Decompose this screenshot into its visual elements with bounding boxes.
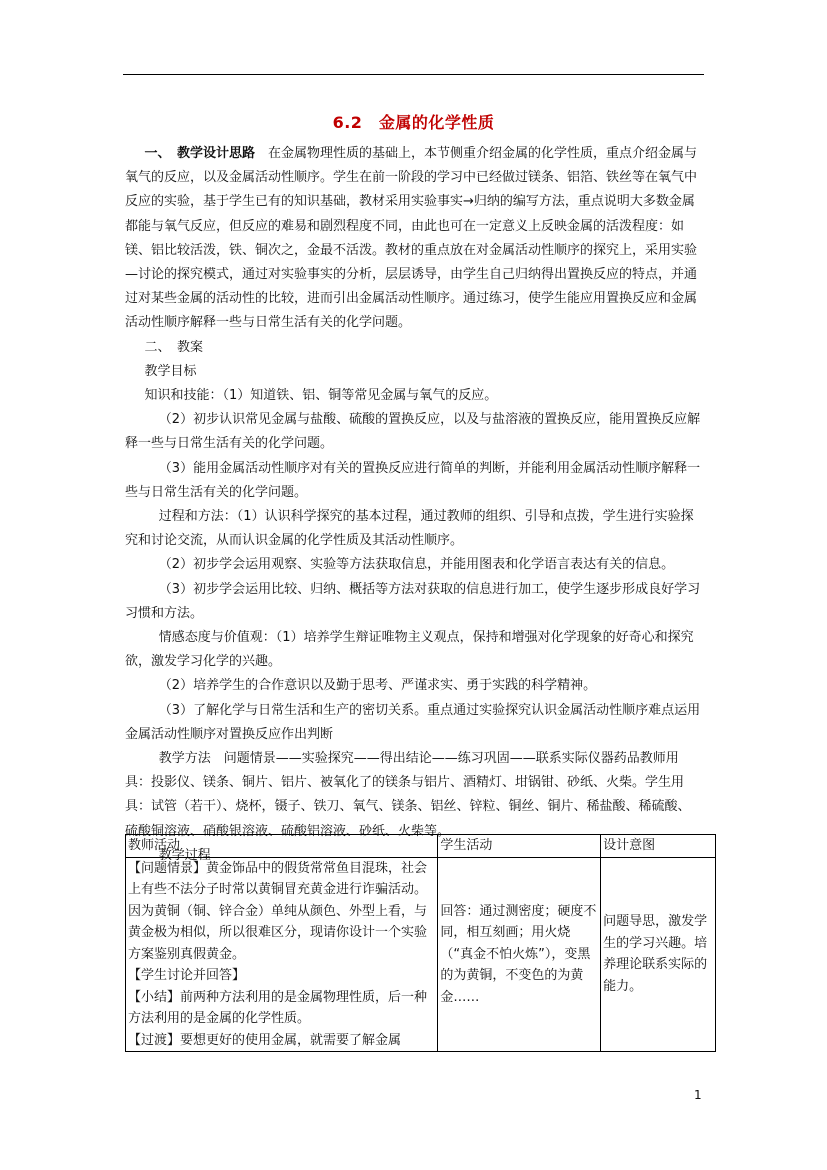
knowledge-goal-3: （3）能用金属活动性顺序对有关的置换反应进行简单的判断，并能利用金属活动性顺序解释一些与日常生活有关的化学问题。 <box>125 460 701 500</box>
process-title: 教学过程 <box>158 847 211 863</box>
knowledge-goal-1: 知识和技能：（1）知道铁、铝、铜等常见金属与氧气的反应。 <box>144 388 498 404</box>
header-student-activity: 学生活动 <box>438 835 601 858</box>
section1-heading: 一、 教学设计思路 <box>144 146 256 161</box>
student-activity-cell: 回答：通过测密度；硬度不同，相互刻画；用火烧（“真金不怕火炼”），变黑的为黄铜，不变色的为黄金…… <box>438 857 601 1052</box>
design-intent-cell: 问题导思，激发学生的学习兴趣。培养理论联系实际的能力。 <box>601 857 716 1052</box>
emotion-goal-3: （3）了解化学与日常生活和生产的密切关系。重点通过实验探究认识金属活动性顺序难点运用金属活动性顺序对置换反应作出判断 <box>125 702 701 742</box>
process-goal-3: （3）初步学会运用比较、归纳、概括等方法对获取的信息进行加工，使学生逐步形成良好学习习惯和方法。 <box>125 581 701 621</box>
knowledge-goal-2: （2）初步认识常见金属与盐酸、硫酸的置换反应，以及与盐溶液的置换反应，能用置换反应解释一些与日常生活有关的化学问题。 <box>125 412 701 452</box>
teaching-process-table <box>125 834 716 1052</box>
goal-title: 教学目标 <box>144 363 197 379</box>
teacher-discussion: 【学生讨论并回答】 <box>128 968 246 983</box>
section1-text: 在金属物理性质的基础上，本节侧重介绍金属的化学性质，重点介绍金属与氧气的反应，以及金属活动性顺序。学生在前一阶段的学习中已经做过镁条、铝箔、铁丝等在氧气中反应的实验，基于学生已有的知识基础，教材采用实验事实→归纳的编写方法，重点说明大多数金属都能与氧气反应，但反应的难易和剧烈程度不同，由此也可在一定意义上反映金属的活泼程度：如镁、铝比较活泼，铁、铜次之，金最不活泼。教材的重点放在对金属活动性顺序的探究上，采用实验—讨论的探究模式，通过对实验事实的分析，层层诱导，由学生自己归纳得出置换反应的特点，并通过对某些金属的活动性的比较，进而引出金属活动性顺序。通过练习，使学生能应用置换反应和金属活动性顺序解释一些与日常生活有关的化学问题。 <box>125 146 698 331</box>
header-teacher-activity: 教师活动 <box>126 835 438 858</box>
section1-paragraph <box>125 142 703 336</box>
table-header-row <box>126 835 716 858</box>
teacher-transition: 【过渡】要想更好的使用金属，就需要了解金属 <box>128 1032 402 1048</box>
emotion-goal-1: 情感态度与价值观：（1）培养学生辩证唯物主义观点，保持和增强对化学现象的好奇心和探究欲，激发学习化学的兴趣。 <box>125 630 694 670</box>
section2-heading: 二、 教案 <box>144 339 204 355</box>
process-goal-1: 过程和方法：（1）认识科学探究的基本过程，通过教师的组织、引导和点拨，学生进行实验探究和讨论交流，从而认识金属的化学性质及其活动性顺序。 <box>125 509 694 549</box>
document-body <box>125 142 703 868</box>
header-design-intent: 设计意图 <box>601 835 716 858</box>
emotion-goal-2: （2）培养学生的合作意识以及勤于思考、严谨求实、勇于实践的科学精神。 <box>158 678 597 694</box>
teacher-problem-scenario: 【问题情景】黄金饰品中的假货常常鱼目混珠，社会上有些不法分子时常以黄铜冒充黄金进行诈骗活动。因为黄铜（铜、锌合金）单纯从颜色、外型上看，与黄金极为相似，所以很难区分，现请你设计一个实验方案鉴别真假黄金。 <box>128 860 428 962</box>
teaching-method: 教学方法 问题情景——实验探究——得出结论——练习巩固——联系实际仪器药品教师用具：投影仪、镁条、铜片、铝片、被氧化了的镁条与铝片、酒精灯、坩锅钳、砂纸、火柴。学生用具：试管（若干）、烧杯，镊子、铁刀、氧气、镁条、铝丝、锌粒、铜丝、铜片、稀盐酸、稀硫酸、硫酸铜溶液、硝酸银溶液、硫酸铝溶液、砂纸、火柴等。 <box>125 751 691 839</box>
process-goal-2: （2）初步学会运用观察、实验等方法获取信息，并能用图表和化学语言表达有关的信息。 <box>158 557 675 573</box>
header-rule <box>123 74 704 75</box>
teacher-summary: 【小结】前两种方法利用的是金属物理性质，后一种方法利用的是金属的化学性质。 <box>128 989 428 1026</box>
page-title: 6.2 金属的化学性质 <box>332 113 495 132</box>
teacher-activity-cell <box>126 857 438 1052</box>
page-number: 1 <box>694 1088 702 1102</box>
table-row <box>126 857 716 1052</box>
